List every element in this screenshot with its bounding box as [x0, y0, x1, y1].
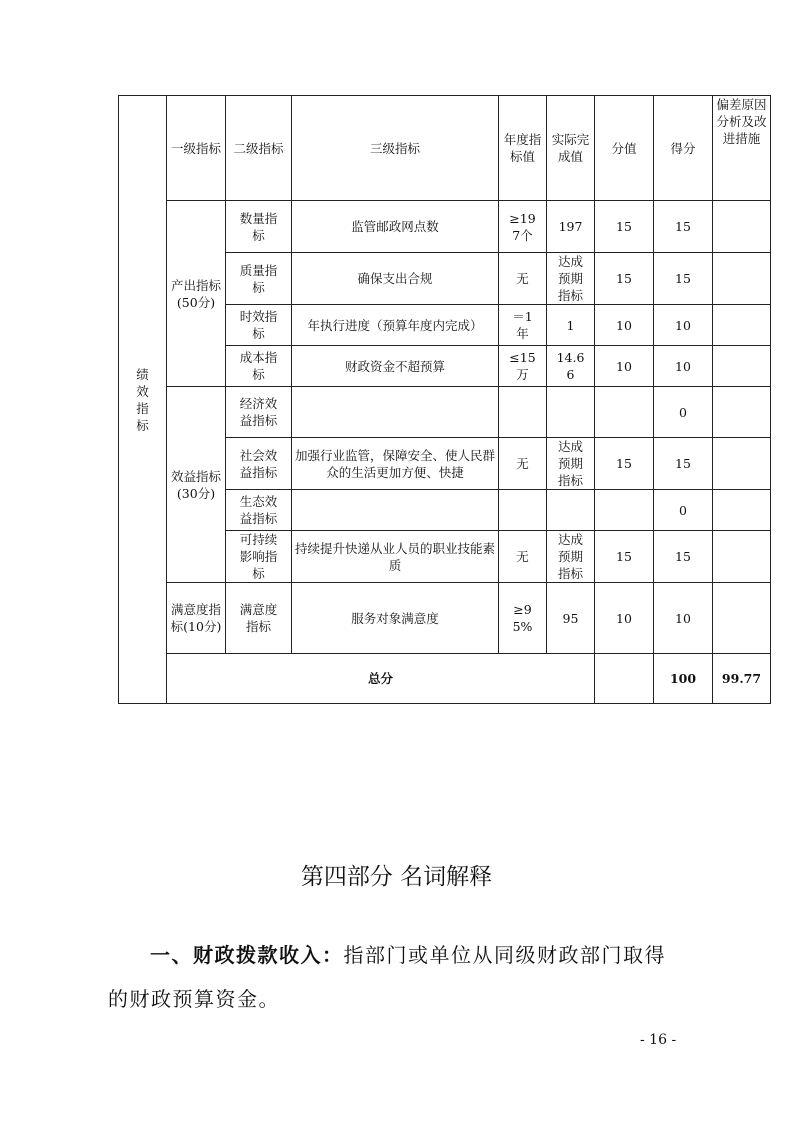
score-max-cell: 15: [595, 201, 654, 253]
notes-cell: [713, 490, 771, 531]
notes-cell: [713, 201, 771, 253]
table-row: [119, 387, 771, 438]
notes-cell: [713, 305, 771, 346]
level1-cell: 效益指标(30分): [167, 387, 226, 583]
score-max-cell: 15: [595, 253, 654, 305]
level2-cell: 社会效益指标: [226, 438, 292, 490]
actual-cell: 14.66: [547, 346, 595, 387]
target-cell: ≤15万: [499, 346, 547, 387]
notes-cell: [713, 387, 771, 438]
header-cell: 一级指标: [167, 96, 226, 201]
table-row: [119, 201, 771, 253]
notes-cell: [713, 346, 771, 387]
score-max-cell: 10: [595, 583, 654, 654]
target-cell: ≥95%: [499, 583, 547, 654]
actual-cell: 达成预期指标: [547, 531, 595, 583]
score-max-cell: 10: [595, 346, 654, 387]
actual-cell: 95: [547, 583, 595, 654]
level1-cell: 满意度指标(10分): [167, 583, 226, 654]
score-max-cell: [595, 490, 654, 531]
notes-cell: [713, 531, 771, 583]
level2-cell: 成本指标: [226, 346, 292, 387]
score-cell: 15: [654, 253, 713, 305]
score-cell: 0: [654, 387, 713, 438]
score-cell: 15: [654, 531, 713, 583]
definition-paragraph: [108, 933, 683, 1021]
total-row: [119, 654, 771, 704]
total-score: 99.77: [713, 654, 771, 704]
level3-cell: 服务对象满意度: [292, 583, 499, 654]
level2-cell: 可持续影响指标: [226, 531, 292, 583]
header-row: [119, 96, 771, 201]
definition-text: 指部门或单位从同级财政部门取得的财政预算资金。: [108, 943, 666, 1011]
total-label: 总分: [167, 654, 595, 704]
level3-cell: 持续提升快递从业人员的职业技能素质: [292, 531, 499, 583]
score-cell: 10: [654, 346, 713, 387]
level2-cell: 数量指标: [226, 201, 292, 253]
score-cell: 15: [654, 438, 713, 490]
target-cell: 无: [499, 438, 547, 490]
level3-cell: [292, 387, 499, 438]
header-cell: 年度指标值: [499, 96, 547, 201]
actual-cell: 达成预期指标: [547, 438, 595, 490]
target-cell: 无: [499, 531, 547, 583]
level3-cell: [292, 490, 499, 531]
target-cell: [499, 387, 547, 438]
score-max-cell: 15: [595, 531, 654, 583]
score-max-cell: 10: [595, 305, 654, 346]
page-number: - 16 -: [640, 1032, 677, 1048]
actual-cell: 1: [547, 305, 595, 346]
score-cell: 15: [654, 201, 713, 253]
actual-cell: [547, 490, 595, 531]
level3-cell: 确保支出合规: [292, 253, 499, 305]
level1-cell: 产出指标(50分): [167, 201, 226, 387]
total-score-max: 100: [654, 654, 713, 704]
header-cell: 实际完成值: [547, 96, 595, 201]
table-row: [119, 583, 771, 654]
score-max-cell: 15: [595, 438, 654, 490]
definition-term: 一、财政拨款收入：: [150, 943, 344, 967]
header-cell: 二级指标: [226, 96, 292, 201]
actual-cell: 197: [547, 201, 595, 253]
notes-cell: [713, 438, 771, 490]
score-cell: 10: [654, 305, 713, 346]
performance-indicator-table: [118, 95, 771, 704]
target-cell: ＝1年: [499, 305, 547, 346]
level2-cell: 生态效益指标: [226, 490, 292, 531]
header-cell: 得分: [654, 96, 713, 201]
score-max-cell: [595, 387, 654, 438]
level3-cell: 监管邮政网点数: [292, 201, 499, 253]
target-cell: 无: [499, 253, 547, 305]
target-cell: [499, 490, 547, 531]
level3-cell: 加强行业监管，保障安全、使人民群众的生活更加方便、快捷: [292, 438, 499, 490]
score-cell: 10: [654, 583, 713, 654]
target-cell: ≥197个: [499, 201, 547, 253]
level2-cell: 质量指标: [226, 253, 292, 305]
notes-cell: [713, 583, 771, 654]
level2-cell: 时效指标: [226, 305, 292, 346]
level3-cell: 财政资金不超预算: [292, 346, 499, 387]
level3-cell: 年执行进度（预算年度内完成）: [292, 305, 499, 346]
actual-cell: 达成预期指标: [547, 253, 595, 305]
level2-cell: 经济效益指标: [226, 387, 292, 438]
level2-cell: 满意度指标: [226, 583, 292, 654]
score-cell: 0: [654, 490, 713, 531]
header-cell: 三级指标: [292, 96, 499, 201]
actual-cell: [547, 387, 595, 438]
section-title: 第四部分 名词解释: [300, 864, 493, 890]
header-cell: 分值: [595, 96, 654, 201]
total-actual: [595, 654, 654, 704]
notes-cell: [713, 253, 771, 305]
header-cell: 偏差原因分析及改进措施: [713, 96, 771, 201]
outer-label: 绩效指标: [119, 96, 167, 704]
